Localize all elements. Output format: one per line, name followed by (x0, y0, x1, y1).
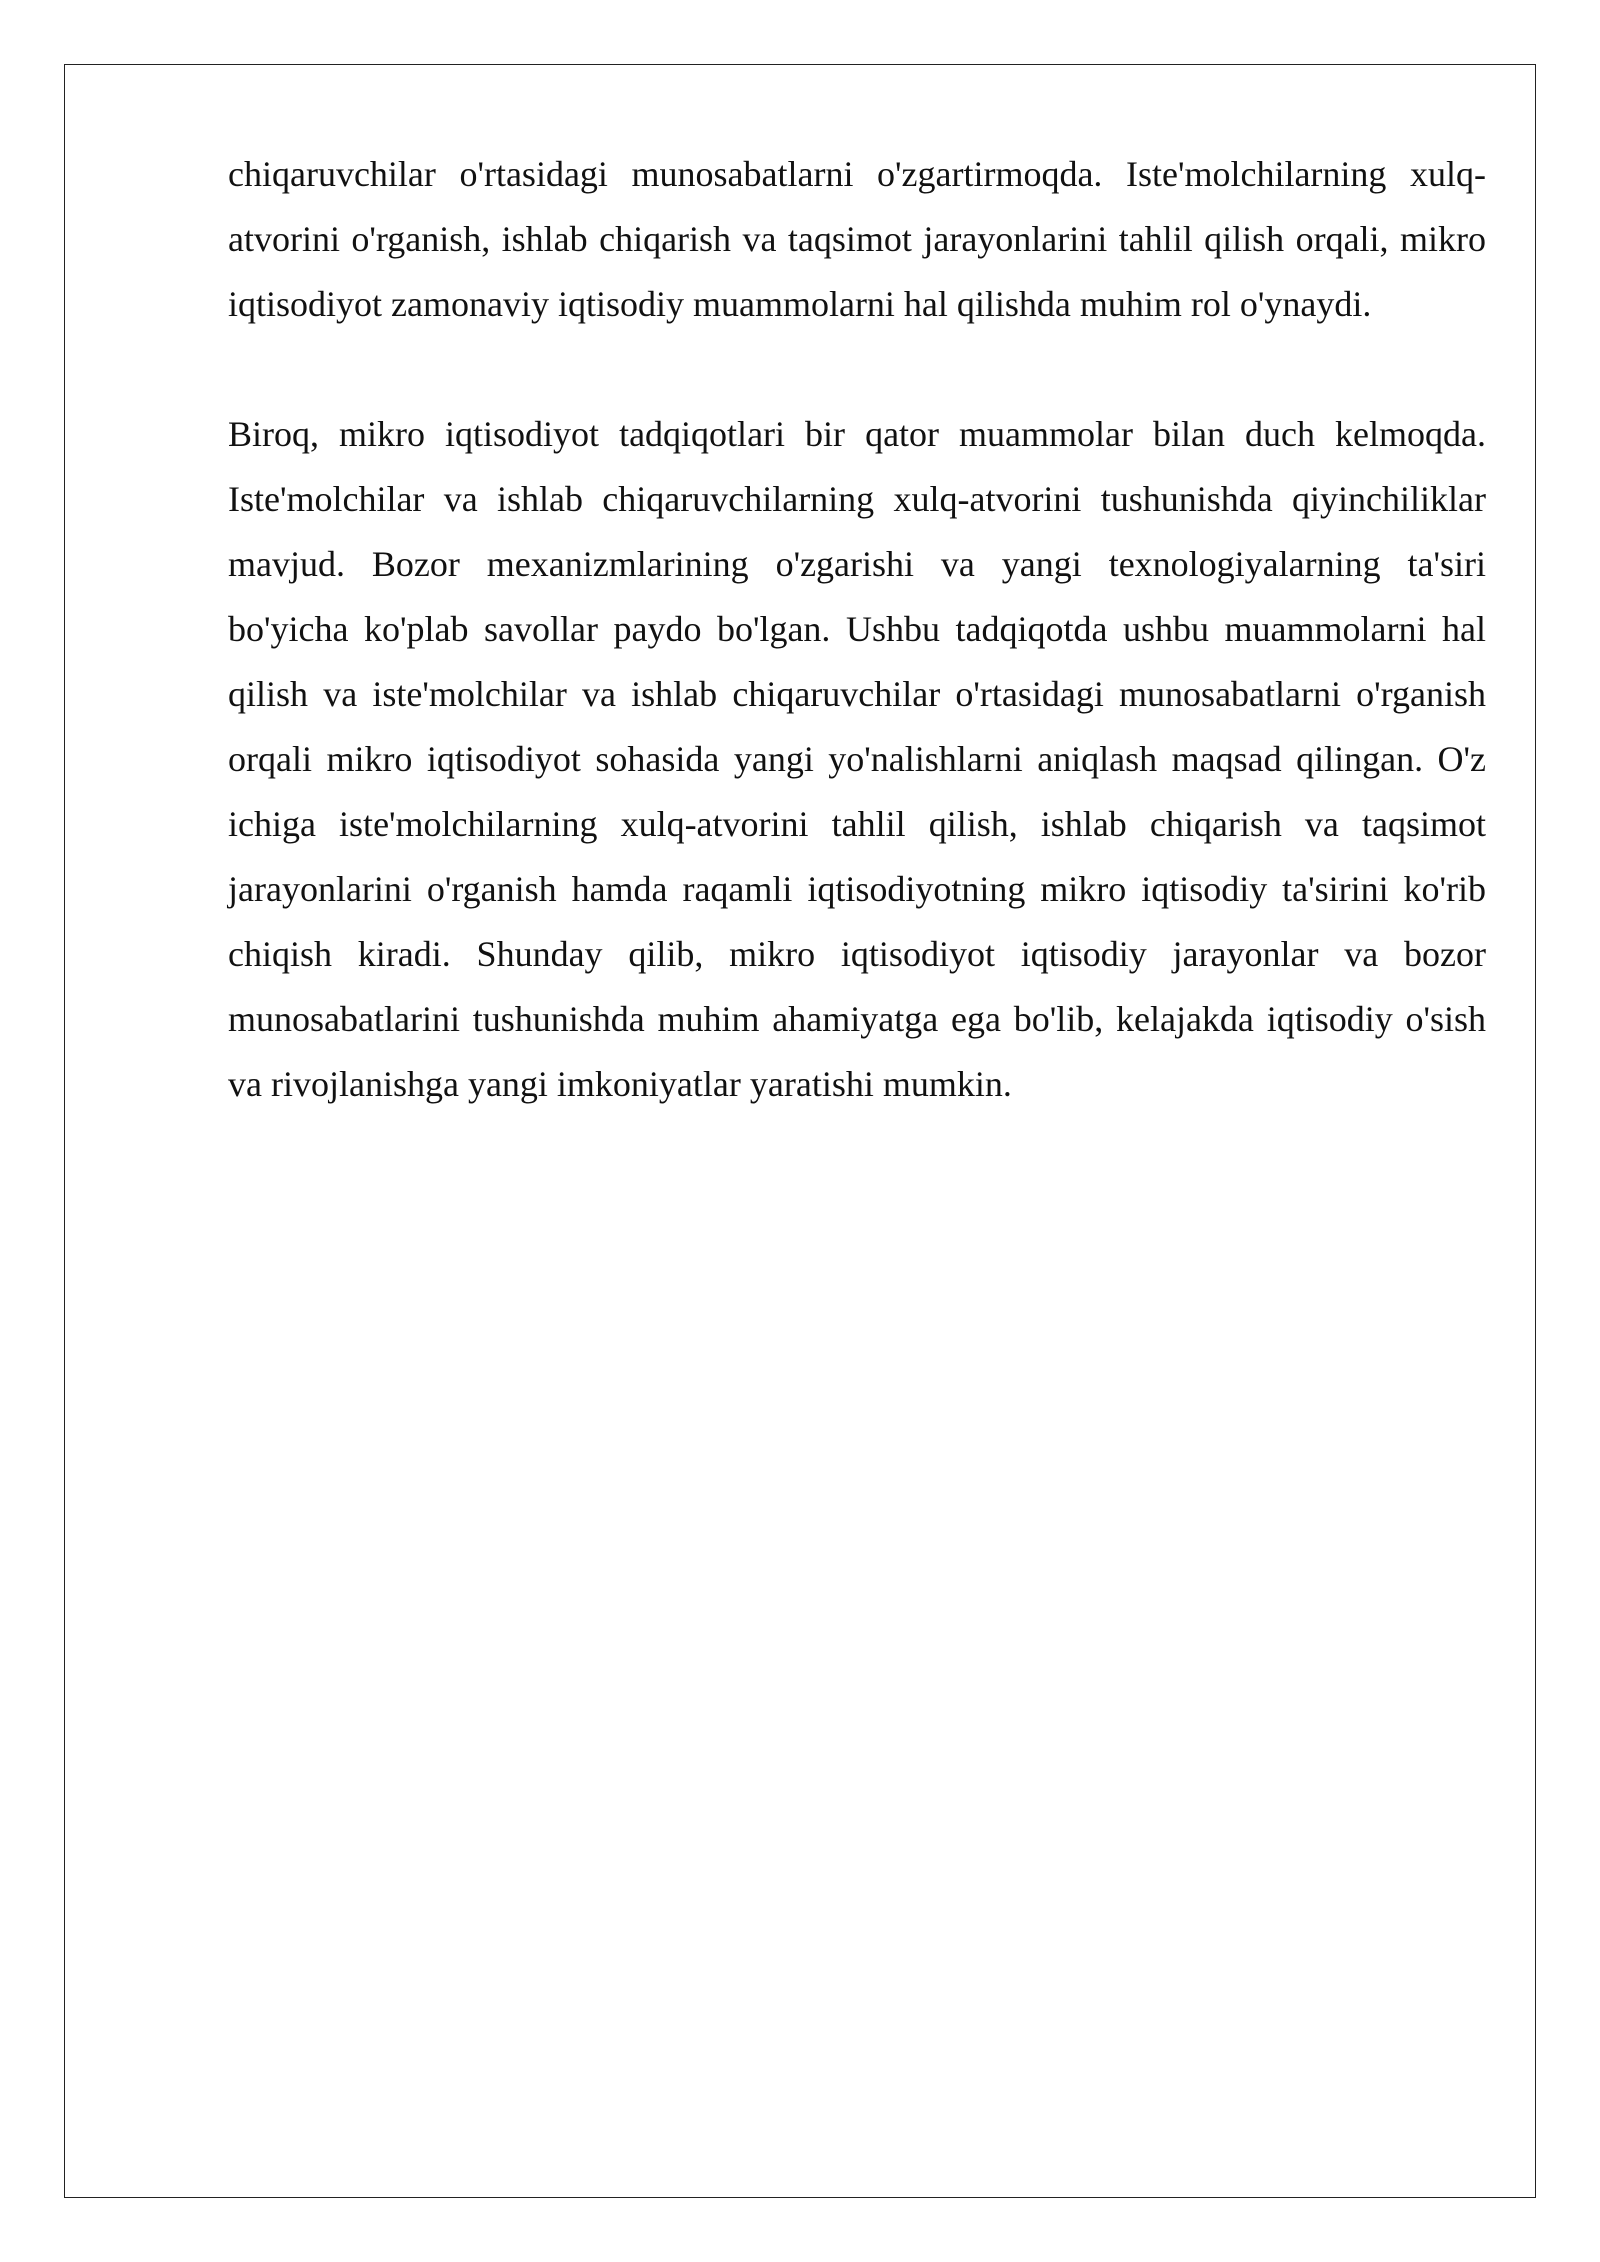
paragraph-1: chiqaruvchilar o'rtasidagi munosabatlarni o'zgartirmoqda. Iste'molchilarning xulq-atvorini o'rganish, ishlab chiqarish va taqsimot jarayonlarini tahlil qilish orqali, mikro iqtisodiyot zamonaviy iqtisodiy muammolarni hal qilishda muhim rol o'ynaydi. (228, 154, 1486, 324)
paragraph-2: Biroq, mikro iqtisodiyot tadqiqotlari bir qator muammolar bilan duch kelmoqda. Iste'molchilar va ishlab chiqaruvchilarning xulq-atvorini tushunishda qiyinchiliklar mavjud. Bozor mexanizmlarining o'zgarishi va yangi texnologiyalarning ta'siri bo'yicha ko'plab savollar paydo bo'lgan. Ushbu tadqiqotda ushbu muammolarni hal qilish va iste'molchilar va ishlab chiqaruvchilar o'rtasidagi munosabatlarni o'rganish orqali mikro iqtisodiyot sohasida yangi yo'nalishlarni aniqlash maqsad qilingan. O'z ichiga iste'molchilarning xulq-atvorini tahlil qilish, ishlab chiqarish va taqsimot jarayonlarini o'rganish hamda raqamli iqtisodiyotning mikro iqtisodiy ta'sirini ko'rib chiqish kiradi. Shunday qilib, mikro iqtisodiyot iqtisodiy jarayonlar va bozor munosabatlarini tushunishda muhim ahamiyatga ega bo'lib, kelajakda iqtisodiy o'sish va rivojlanishga yangi imkoniyatlar yaratishi mumkin. (228, 414, 1486, 1104)
document-body (228, 142, 1486, 1117)
